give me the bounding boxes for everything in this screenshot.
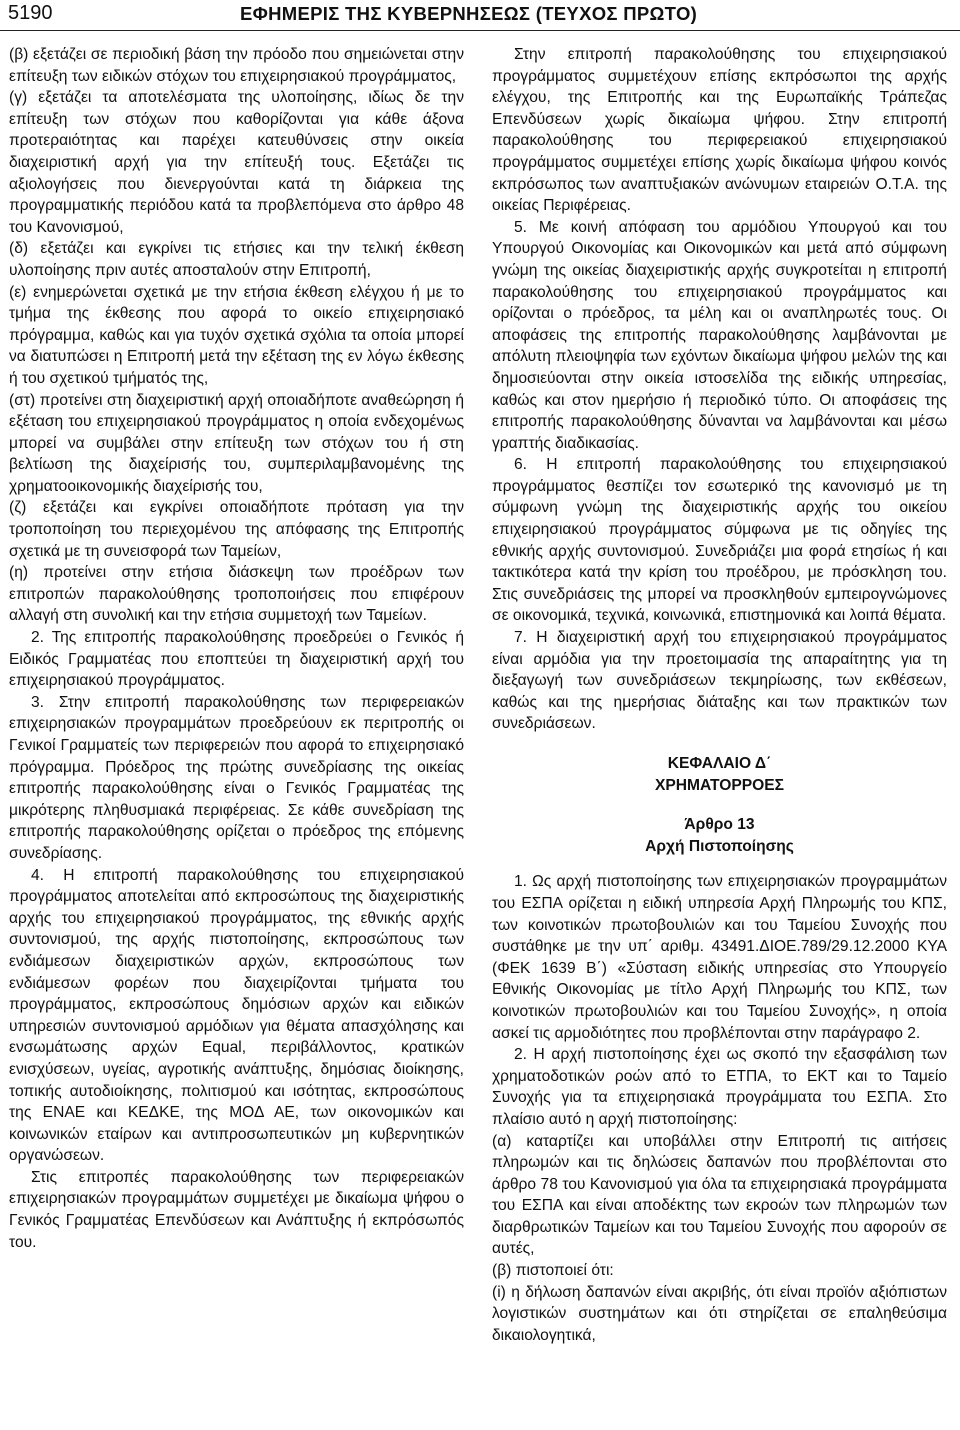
left-column bbox=[9, 44, 464, 1253]
paragraph: 4. Η επιτροπή παρακολούθησης του επιχειρησιακού προγράμματος αποτελείται από εκπροσώπους της διαχειριστικής αρχής του επιχειρησιακού προγράμματος, της εθνικής αρχής συντονισμού, της αρχής πιστοποίησης, εκπροσώπους των ενδιάμεσων διαχειριστικών αρχών, εκπροσώπους των ενδιάμεσων φορέων που διαχειρίζονται τμήματα του προγράμματος, εκπροσώπους δημόσιων αρχών και ειδικών υπηρεσιών συντονισμού αρμόδιων για θέματα απασχόλησης και ενσωμάτωσης αρχών Equal, περιβάλλοντος, κρατικών ενισχύσεων, υγείας, αγροτικής ανάπτυξης, δημόσιας διοίκησης, τοπικής αυτοδιοίκησης, πολιτισμού και ισότητας, εκπροσώπους της ΕΝΑΕ και ΚΕΔΚΕ, της ΜΟΔ ΑΕ, των οικονομικών και κοινωνικών εταίρων και αντιπροσωπευτικών μη κυβερνητικών οργανώσεων. bbox=[9, 866, 464, 1165]
paragraph: (β) εξετάζει σε περιοδική βάση την πρόοδο που σημειώνεται στην επίτευξη των ειδικών στόχων του επιχειρησιακού προγράμματος, bbox=[9, 46, 464, 85]
paragraph: (ε) ενημερώνεται σχετικά με την ετήσια έκθεση ελέγχου ή με το τμήμα της έκθεσης που αφορά το οικείο επιχειρησιακό πρόγραμμα, καθώς και για τυχόν σχετικά σχόλια τα οποία μπορεί να διατυπώσει η Επιτροπή μετά την εξέταση της εν λόγω έκθεσης ή του σχετικού τμήματός της, bbox=[9, 283, 464, 387]
paragraph: 7. Η διαχειριστική αρχή του επιχειρησιακού προγράμματος είναι αρμόδια για την προετοιμασία της απαραίτητης για τη διεξαγωγή των συνεδριάσεων τεκμηρίωσης, των εκθέσεων, καθώς και της ημερήσιας διάταξης και των πρακτικών των συνεδριάσεων. bbox=[492, 629, 947, 733]
gazette-title: ΕΦΗΜΕΡΙΣ ΤΗΣ ΚΥΒΕΡΝΗΣΕΩΣ (ΤΕΥΧΟΣ ΠΡΩΤΟ) bbox=[240, 3, 698, 24]
paragraph: (η) προτείνει στην ετήσια διάσκεψη των προέδρων των επιτροπών παρακολούθησης τροποποιήσεις που επιφέρουν αλλαγή στη συνολική και την ετήσια συμμετοχή των Ταμείων. bbox=[9, 564, 464, 625]
paragraph: (i) η δήλωση δαπανών είναι ακριβής, ότι είναι προϊόν αξιόπιστων λογιστικών συστημάτων και ότι στηρίζεται σε επαληθεύσιμα δικαιολογητικά, bbox=[492, 1283, 947, 1344]
paragraph: Στην επιτροπή παρακολούθησης του επιχειρησιακού προγράμματος συμμετέχουν επίσης εκπρόσωποι της αρχής ελέγχου, της Επιτροπής και της Ευρωπαϊκής Τράπεζας Επενδύσεων χωρίς δικαίωμα ψήφου. Στην επιτροπή παρακολούθησης του περιφερειακού επιχειρησιακού προγράμματος συμμετέχει επίσης χωρίς δικαίωμα ψήφου κοινός εκπρόσωπος των αναπτυξιακών ανώνυμων εταιρειών Ο.Τ.Α. της οικείας Περιφέρειας. bbox=[492, 46, 947, 215]
article-label: Άρθρο 13 bbox=[684, 816, 755, 834]
paragraph: (α) καταρτίζει και υποβάλλει στην Επιτροπή τις αιτήσεις πληρωμών και τις δηλώσεις δαπανών που προβλέπονται στο άρθρο 78 του Κανονισμού για όλα τα επιχειρησιακά προγράμματα του ΕΣΠΑ και είναι αποδέκτης των εκροών των πληρωμών των διαρθρωτικών Ταμείων και του Ταμείου Συνοχής που αφορούν σε αυτές, bbox=[492, 1132, 947, 1258]
paragraph: (στ) προτείνει στη διαχειριστική αρχή οποιαδήποτε αναθεώρηση ή εξέταση του επιχειρησιακού προγράμματος η οποία ενδεχομένως μπορεί να συμβάλει στην επίτευξη των στόχων του ή στη βελτίωση της διαχείρισής του, συμπεριλαμβανομένης της χρηματοοικονομικής διαχείρισής του, bbox=[9, 391, 464, 495]
chapter-label: ΚΕΦΑΛΑΙΟ Δ΄ bbox=[667, 755, 772, 772]
paragraph: 6. Η επιτροπή παρακολούθησης του επιχειρησιακού προγράμματος θεσπίζει τον εσωτερικό της κανονισμό με τη σύμφωνη γνώμη της διαχειριστικής αρχής του οικείου επιχειρησιακού προγράμματος σύμφωνα με τις οδηγίες της εθνικής αρχής συντονισμού. Συνεδριάζει μια φορά ετησίως ή και τακτικότερα κατά την κρίση του προέδρου, με πρόσκληση του. Στις συνεδριάσεις της μπορεί να προσκληθούν εμπειρογνώμονες σε οικονομικά, τεχνικά, κοινωνικά, επιστημονικά και λοιπά θέματα. bbox=[492, 456, 947, 625]
paragraph: Στις επιτροπές παρακολούθησης των περιφερειακών επιχειρησιακών προγραμμάτων συμμετέχει με δικαίωμα ψήφου ο Γενικός Γραμματέας Επενδύσεων και Ανάπτυξης ή εκπρόσωπός του. bbox=[9, 1168, 464, 1251]
paragraph: (β) πιστοποιεί ότι: bbox=[492, 1262, 614, 1280]
chapter-title: ΧΡΗΜΑΤΟΡΡΟΕΣ bbox=[654, 776, 785, 794]
page-number: 5190 bbox=[8, 2, 53, 24]
paragraph: (γ) εξετάζει τα αποτελέσματα της υλοποίησης, ιδίως δε την επίτευξη των στόχων που καθορίζονται για κάθε άξονα προτεραιότητας και παρέχει κατευθύνσεις στην οικεία διαχειριστική αρχή για την επίτευξή τους. Εξετάζει τις αξιολογήσεις που διενεργούνται κατά τη διάρκεια της προγραμματικής περιόδου κατά τα προβλεπόμενα στο άρθρο 48 του Κανονισμού, bbox=[9, 89, 464, 236]
page-header bbox=[0, 0, 960, 31]
paragraph: 2. Της επιτροπής παρακολούθησης προεδρεύει ο Γενικός ή Ειδικός Γραμματέας που εποπτεύει τη διαχειριστική αρχή του επιχειρησιακού προγράμματος. bbox=[9, 629, 464, 690]
paragraph: 2. Η αρχή πιστοποίησης έχει ως σκοπό την εξασφάλιση των χρηματοδοτικών ροών από το ΕΤΠΑ, το ΕΚΤ και το Ταμείο Συνοχής για τα επιχειρησιακά προγράμματα του ΕΣΠΑ. Στο πλαίσιο αυτό η αρχή πιστοποίησης: bbox=[492, 1046, 947, 1128]
paragraph: (δ) εξετάζει και εγκρίνει τις ετήσιες και την τελική έκθεση υλοποίησης πριν αυτές αποσταλούν στην Επιτροπή, bbox=[9, 240, 464, 279]
paragraph: 1. Ως αρχή πιστοποίησης των επιχειρησιακών προγραμμάτων του ΕΣΠΑ ορίζεται η ειδική υπηρεσία Αρχή Πληρωμής του ΚΠΣ, των κοινοτικών πρωτοβουλιών και του Ταμείου Συνοχής που συστάθηκε με την υπ΄ αριθμ. 43491.ΔΙΟΕ.789/29.12.2000 ΚΥΑ (ΦΕΚ 1639 Β΄) «Σύσταση ειδικής υπηρεσίας στο Υπουργείο Εθνικής Οικονομίας με τίτλο Αρχή Πληρωμής του ΚΠΣ, των κοινοτικών πρωτοβουλιών και του Ταμείου Συνοχής», η οποία ασκεί τις αρμοδιότητες που προβλέπονται στην παράγραφο 2. bbox=[492, 873, 947, 1042]
paragraph: 5. Με κοινή απόφαση του αρμόδιου Υπουργού και του Υπουργού Οικονομίας και Οικονομικών και μετά από σύμφωνη γνώμη της οικείας διαχειριστικής αρχής συγκροτείται η επιτροπή παρακολούθησης του επιχειρησιακού προγράμματος και ορίζονται ο πρόεδρος, τα μέλη και οι αναπληρωτές τους. Οι αποφάσεις της επιτροπής παρακολούθησης λαμβάνονται με απόλυτη πλειοψηφία των εχόντων δικαίωμα ψήφου μελών της και δημοσιεύονται στην οικεία ιστοσελίδα της ειδικής υπηρεσίας, καθώς και στον ημερήσιο ή περιοδικό τύπο. Οι αποφάσεις της επιτροπής παρακολούθησης δύνανται να λαμβάνονται και μέσω γραπτής διαδικασίας. bbox=[492, 218, 947, 452]
article-title: Αρχή Πιστοποίησης bbox=[645, 837, 794, 855]
right-column bbox=[492, 44, 947, 1346]
paragraph: (ζ) εξετάζει και εγκρίνει οποιαδήποτε πρόταση για την τροποποίηση του περιεχομένου της απόφασης της Επιτροπής σχετικά με τη συνεισφορά των Ταμείων, bbox=[9, 499, 464, 560]
paragraph: 3. Στην επιτροπή παρακολούθησης των περιφερειακών επιχειρησιακών προγραμμάτων προεδρεύουν εκ περιτροπής οι Γενικοί Γραμματείς των περιφερειών που αφορά το επιχειρησιακό πρόγραμμα. Πρόεδρος της πρώτης συνεδρίασης της οικείας επιτροπής παρακολούθησης είναι ο Γενικός Γραμματέας της μικρότερης πληθυσμιακά περιφέρειας. Σε κάθε συνεδρίαση της επιτροπής παρακολούθησης ορίζεται ο πρόεδρος της επόμενης συνεδρίασης. bbox=[9, 693, 464, 862]
